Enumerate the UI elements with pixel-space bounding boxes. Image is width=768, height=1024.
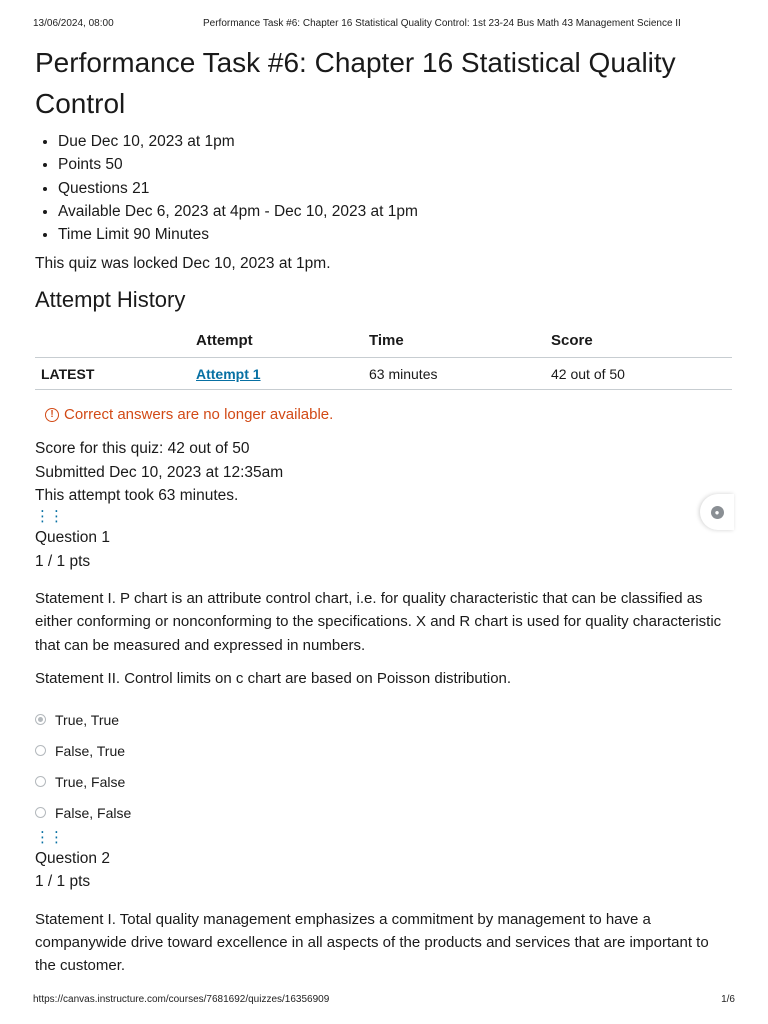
chat-bubble-icon: ● (711, 506, 724, 519)
column-header-blank (35, 325, 190, 358)
question-1-answers (35, 704, 732, 828)
question-1-statement-1: Statement I. P chart is an attribute control chart, i.e. for quality characteristic that can be classified as either conforming or nonconforming to the specifications. X and R chart is used for quality characteristic that can be measured and expressed in numbers. (35, 589, 722, 654)
answer-label: True, False (55, 773, 126, 790)
answer-option[interactable] (35, 735, 732, 766)
meta-questions: • Questions 21 (58, 177, 732, 200)
question-1-title: Question 1 (35, 529, 110, 547)
print-title: Performance Task #6: Chapter 16 Statistical Quality Control: 1st 23-24 Bus Math 43 Management Science II (203, 18, 681, 29)
drag-handle-icon[interactable]: ⋮⋮ (35, 829, 63, 847)
correct-answers-warning (45, 406, 732, 423)
answer-label: True, True (55, 711, 120, 728)
radio-selected-icon[interactable] (35, 714, 46, 725)
print-header (33, 18, 735, 29)
question-2-title: Question 2 (35, 850, 110, 868)
attempt-cell (190, 358, 363, 390)
print-url: https://canvas.instructure.com/courses/7681692/quizzes/16356909 (33, 994, 330, 1005)
print-date: 13/06/2024, 08:00 (33, 18, 114, 29)
print-footer (33, 994, 735, 1005)
answer-label: False, True (55, 742, 126, 759)
locked-notice: This quiz was locked Dec 10, 2023 at 1pm. (35, 255, 331, 273)
attempt-time: 63 minutes (363, 358, 545, 390)
attempt-1-link[interactable]: Attempt 1 (196, 365, 261, 382)
warning-text: Correct answers are no longer available. (64, 406, 334, 424)
table-row (35, 358, 732, 390)
exclamation-circle-icon: ! (45, 408, 59, 422)
question-2-statement-1: Statement I. Total quality management emphasizes a commitment by management to have a companywide drive toward excellence in all aspects of the products and services that are important to the customer. (35, 910, 709, 975)
meta-points: • Points 50 (58, 153, 732, 176)
radio-icon[interactable] (35, 776, 46, 787)
print-page-number: 1/6 (721, 994, 735, 1005)
meta-available: • Available Dec 6, 2023 at 4pm - Dec 10, 2023 at 1pm (58, 200, 732, 223)
radio-icon[interactable] (35, 745, 46, 756)
submitted-line: Submitted Dec 10, 2023 at 12:35am (35, 463, 284, 481)
question-1-statement-2: Statement II. Control limits on c chart are based on Poisson distribution. (35, 669, 512, 687)
question-2-points: 1 / 1 pts (35, 873, 91, 891)
quiz-content (35, 42, 732, 978)
drag-handle-icon[interactable]: ⋮⋮ (35, 508, 63, 526)
latest-label: LATEST (35, 358, 190, 390)
quiz-meta-list (35, 130, 732, 246)
side-tray-button[interactable] (700, 494, 734, 530)
attempt-score: 42 out of 50 (545, 358, 732, 390)
page-title: Performance Task #6: Chapter 16 Statistical Quality Control (35, 47, 676, 119)
radio-icon[interactable] (35, 807, 46, 818)
column-header-attempt: Attempt (190, 325, 363, 358)
quiz-summary (35, 437, 732, 507)
answer-option[interactable] (35, 797, 732, 828)
attempt-history-table (35, 325, 732, 390)
question-1-points: 1 / 1 pts (35, 552, 91, 570)
column-header-time: Time (363, 325, 545, 358)
table-header-row (35, 325, 732, 358)
answer-option[interactable] (35, 704, 732, 735)
attempt-history-heading: Attempt History (35, 287, 186, 313)
score-line: Score for this quiz: 42 out of 50 (35, 440, 250, 458)
meta-time-limit: • Time Limit 90 Minutes (58, 223, 732, 246)
answer-label: False, False (55, 804, 132, 821)
duration-line: This attempt took 63 minutes. (35, 487, 239, 505)
answer-option[interactable] (35, 766, 732, 797)
meta-due: • Due Dec 10, 2023 at 1pm (58, 130, 732, 153)
column-header-score: Score (545, 325, 732, 358)
